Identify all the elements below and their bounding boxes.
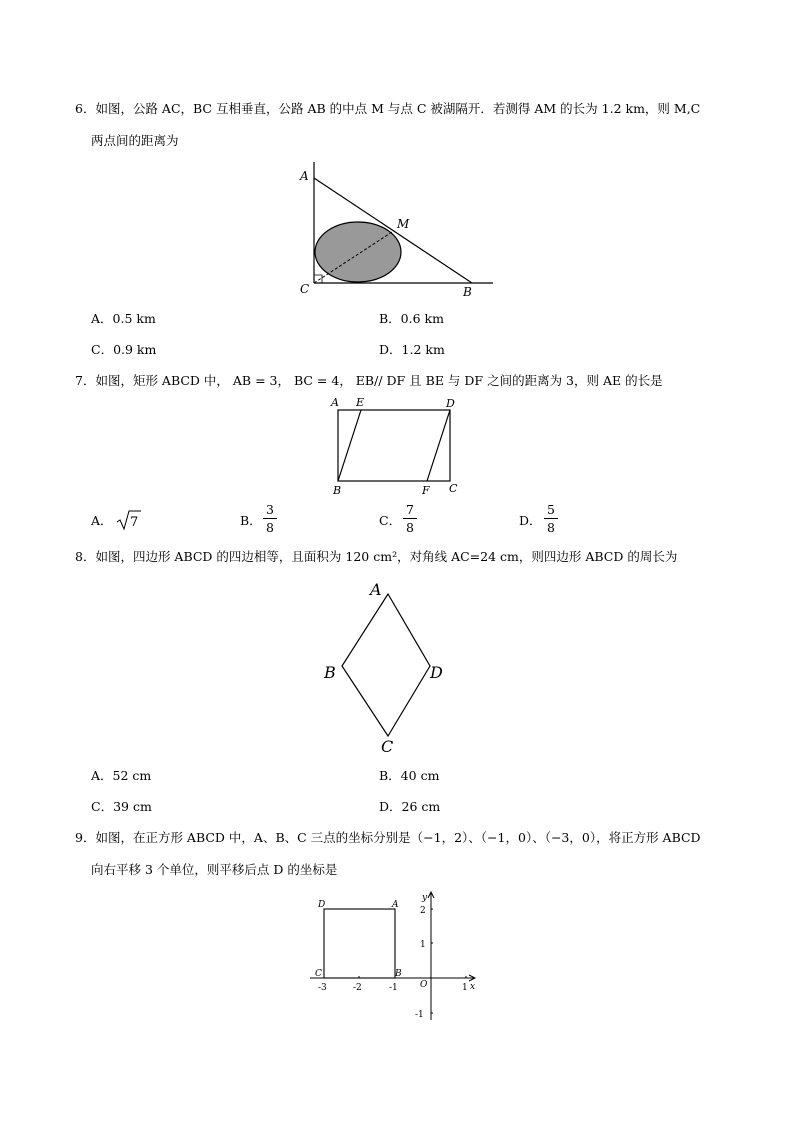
q7-option-d-fraction	[544, 502, 558, 535]
q9-label-x: x	[470, 982, 476, 992]
q7-label-d: D	[446, 397, 455, 410]
q9-xtick-1: 1	[462, 983, 468, 993]
q9-xtick-neg1: -1	[389, 983, 398, 993]
q8-label-c: C	[381, 737, 394, 756]
q7-option-b-fraction	[263, 502, 277, 535]
q7-option-b-den: 8	[266, 520, 274, 535]
q7-stem: 7．如图，矩形 ABCD 中， AB = 3， BC = 4， EB// DF 且 BE 与 DF 之间的距离为 3，则 AE 的长是	[75, 373, 663, 388]
q8-option-a[interactable]: A．52 cm	[91, 768, 152, 783]
q7-label-b: B	[333, 484, 342, 497]
q7-figure	[325, 393, 465, 503]
q8-stem: 8．如图，四边形 ABCD 的四边相等，且面积为 120 cm²，对角线 AC=24 cm，则四边形 ABCD 的周长为	[75, 549, 678, 564]
q7-option-d-den: 8	[547, 520, 555, 535]
q9-label-c: C	[315, 969, 322, 979]
q9-figure	[305, 888, 485, 1023]
q7-label-f: F	[422, 484, 430, 497]
q6-option-c[interactable]: C．0.9 km	[91, 342, 157, 357]
q7-label-e: E	[356, 396, 365, 409]
q7-label-c: C	[449, 482, 458, 495]
q7-option-b-prefix[interactable]: B．	[240, 513, 262, 528]
q7-label-a: A	[331, 396, 339, 409]
q6-figure	[295, 160, 505, 300]
q7-line-fd	[427, 410, 450, 481]
q8-label-b: B	[324, 663, 336, 682]
q6-label-m: M	[397, 217, 410, 231]
q6-label-c: C	[300, 282, 310, 296]
q7-option-c-prefix[interactable]: C．	[379, 513, 402, 528]
q7-option-a-radicand: 7	[130, 515, 139, 530]
q6-stem-line2: 两点间的距离为	[91, 133, 179, 148]
q7-option-c-num: 7	[406, 502, 414, 517]
q8-label-d: D	[430, 663, 443, 682]
q9-ytick-neg1: -1	[415, 1010, 424, 1020]
q7-option-c-fraction	[403, 502, 417, 535]
q7-option-a-sqrt	[116, 509, 142, 531]
q6-lake	[315, 222, 401, 282]
q7-option-b-num: 3	[266, 502, 274, 517]
q6-option-b[interactable]: B．0.6 km	[379, 311, 444, 326]
q8-option-d[interactable]: D．26 cm	[379, 799, 441, 814]
q9-stem-line1: 9．如图，在正方形 ABCD 中，A、B、C 三点的坐标分别是（−1，2）、（−1，0）、（−3，0），将正方形 ABCD	[75, 830, 701, 845]
q8-rhombus	[342, 594, 430, 736]
q9-xtick-neg3: -3	[318, 983, 327, 993]
q9-xtick-neg2: -2	[353, 983, 362, 993]
q8-option-b[interactable]: B．40 cm	[379, 768, 440, 783]
q7-option-c-den: 8	[406, 520, 414, 535]
q8-option-c[interactable]: C．39 cm	[91, 799, 152, 814]
q7-option-d-prefix[interactable]: D．	[519, 513, 542, 528]
q9-ytick-1: 1	[420, 940, 426, 950]
q6-stem-line1: 6．如图，公路 AC，BC 互相垂直，公路 AB 的中点 M 与点 C 被湖隔开．若测得 AM 的长为 1.2 km，则 M,C	[75, 101, 701, 116]
q7-line-be	[338, 410, 361, 481]
q6-label-b: B	[463, 285, 472, 299]
q7-option-a[interactable]	[91, 513, 113, 529]
q9-label-d: D	[318, 900, 326, 910]
q8-figure	[318, 578, 448, 758]
q9-square	[324, 909, 395, 978]
q6-option-d[interactable]: D．1.2 km	[379, 342, 445, 357]
q6-option-a[interactable]: A．0.5 km	[91, 311, 156, 326]
q9-label-y: y	[422, 893, 428, 903]
q7-rectangle	[338, 410, 450, 481]
q6-label-a: A	[300, 169, 309, 183]
q9-label-o: O	[420, 980, 428, 990]
q7-option-d-num: 5	[547, 502, 555, 517]
q7-option-a-prefix: A．	[91, 513, 113, 528]
q8-label-a: A	[370, 580, 382, 599]
q9-label-a: A	[392, 900, 399, 910]
q9-ytick-2: 2	[420, 906, 426, 916]
q9-stem-line2: 向右平移 3 个单位，则平移后点 D 的坐标是	[91, 862, 338, 877]
q9-label-b: B	[395, 969, 402, 979]
